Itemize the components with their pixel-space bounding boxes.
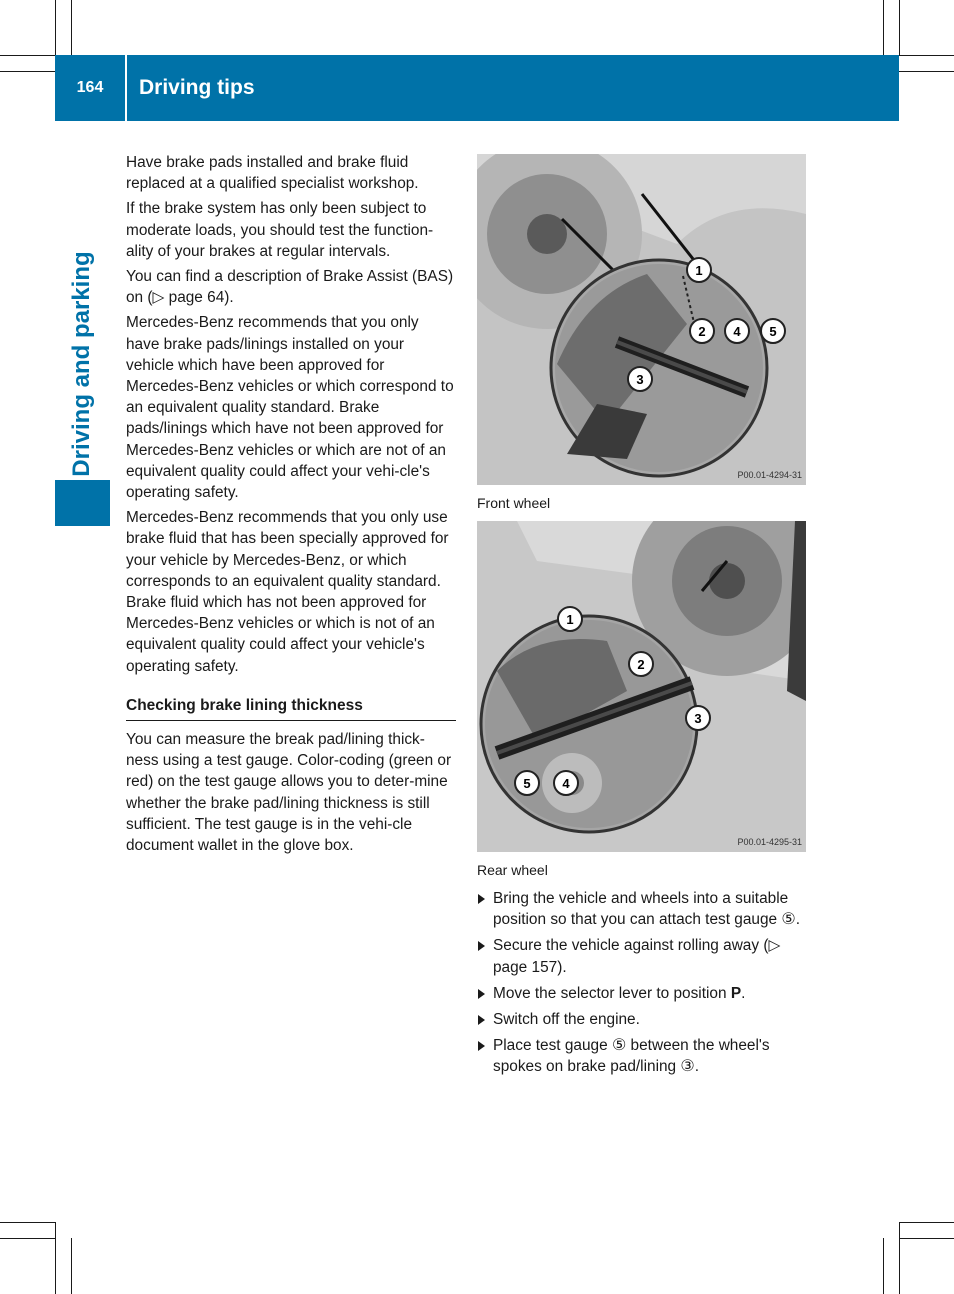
instruction-step: Move the selector lever to position P. [477, 983, 807, 1004]
section-title: Driving tips [139, 76, 255, 99]
body-paragraph: Have brake pads installed and brake fluid replaced at a qualified specialist workshop. [126, 154, 419, 193]
crop-mark [71, 1238, 72, 1294]
callout-1: 1 [695, 263, 703, 278]
figure-caption: Rear wheel [477, 862, 548, 878]
callout-5: 5 [769, 324, 777, 339]
callout-ref: ③ [680, 1058, 695, 1076]
page-header [55, 55, 899, 121]
rear-wheel-illustration [477, 521, 806, 852]
body-paragraph: Mercedes-Benz recommends that you only have brake pads/linings installed on your vehicle which have been approved for Mercedes-Benz vehicles or which correspond to an equivalent quality standard. Brake pads/linings which have not been approved for Mercedes-Benz vehicles or which are not of an equivalent quality could affect your vehi-cle's operating safety. [126, 314, 454, 502]
crop-mark [899, 1222, 954, 1223]
crop-mark [899, 1222, 900, 1294]
callout-ref: ⑤ [611, 1037, 627, 1055]
selector-position: P [730, 984, 742, 1002]
callout-2: 2 [698, 324, 706, 339]
crop-mark [883, 0, 884, 55]
right-column [477, 154, 807, 1083]
crop-mark [899, 71, 954, 72]
callout-4: 4 [562, 776, 570, 791]
callout-ref: ⑤ [781, 911, 796, 929]
crop-mark [883, 1238, 884, 1294]
instruction-step: Place test gauge ⑤ between the wheel's spokes on brake pad/lining ③. [477, 1035, 807, 1077]
left-column [126, 152, 456, 860]
crop-mark [0, 1238, 55, 1239]
crop-mark [0, 1222, 55, 1223]
step-arrow-icon [478, 941, 485, 951]
subheading: Checking brake lining thickness [126, 695, 456, 721]
figure-caption: Front wheel [477, 495, 551, 511]
callout-3: 3 [694, 711, 702, 726]
callout-2: 2 [637, 657, 645, 672]
chapter-tab-marker [55, 480, 110, 526]
figure-ref-code: P00.01-4294-31 [737, 470, 802, 480]
chapter-tab-label: Driving and parking [68, 251, 95, 477]
crop-mark [0, 71, 55, 72]
front-wheel-illustration [477, 154, 806, 485]
crop-mark [0, 55, 55, 56]
body-paragraph: You can measure the break pad/lining thick-ness using a test gauge. Color-coding (green or red) on the test gauge allows you to deter-mine whether the brake pad/lining thickness is still sufficient. The test gauge is in the vehi-cle document wallet in the glove box. [126, 731, 452, 855]
body-paragraph: You can find a description of Brake Assist (BAS) on (▷ page 64). [126, 268, 454, 307]
figure-ref-code: P00.01-4295-31 [737, 837, 802, 847]
page-number: 164 [76, 79, 104, 96]
instruction-list [477, 888, 807, 1078]
header-divider [125, 55, 127, 121]
instruction-step: Switch off the engine. [477, 1009, 807, 1030]
instruction-step: Secure the vehicle against rolling away (▷ page 157). [477, 935, 807, 977]
crop-mark [55, 1222, 56, 1294]
instruction-step: Bring the vehicle and wheels into a suitable position so that you can attach test gauge ⑤. [477, 888, 807, 930]
crop-mark [899, 1238, 954, 1239]
step-arrow-icon [478, 894, 485, 904]
step-arrow-icon [478, 1041, 485, 1051]
callout-5: 5 [523, 776, 531, 791]
crop-mark [899, 0, 900, 55]
callout-3: 3 [636, 372, 644, 387]
body-paragraph: If the brake system has only been subject to moderate loads, you should test the function-ality of your brakes at regular intervals. [126, 200, 434, 260]
step-arrow-icon [478, 989, 485, 999]
callout-1: 1 [566, 612, 574, 627]
crop-mark [55, 0, 56, 55]
body-paragraph: Mercedes-Benz recommends that you only use brake fluid that has been specially approved for your vehicle by Mercedes-Benz, or which corresponds to an equivalent quality standard. Brake fluid which has not been approved for Mercedes-Benz vehicles or which is not of an equivalent quality could affect your vehicle's operating safety. [126, 509, 449, 675]
step-arrow-icon [478, 1015, 485, 1025]
crop-mark [899, 55, 954, 56]
callout-4: 4 [733, 324, 741, 339]
crop-mark [71, 0, 72, 55]
